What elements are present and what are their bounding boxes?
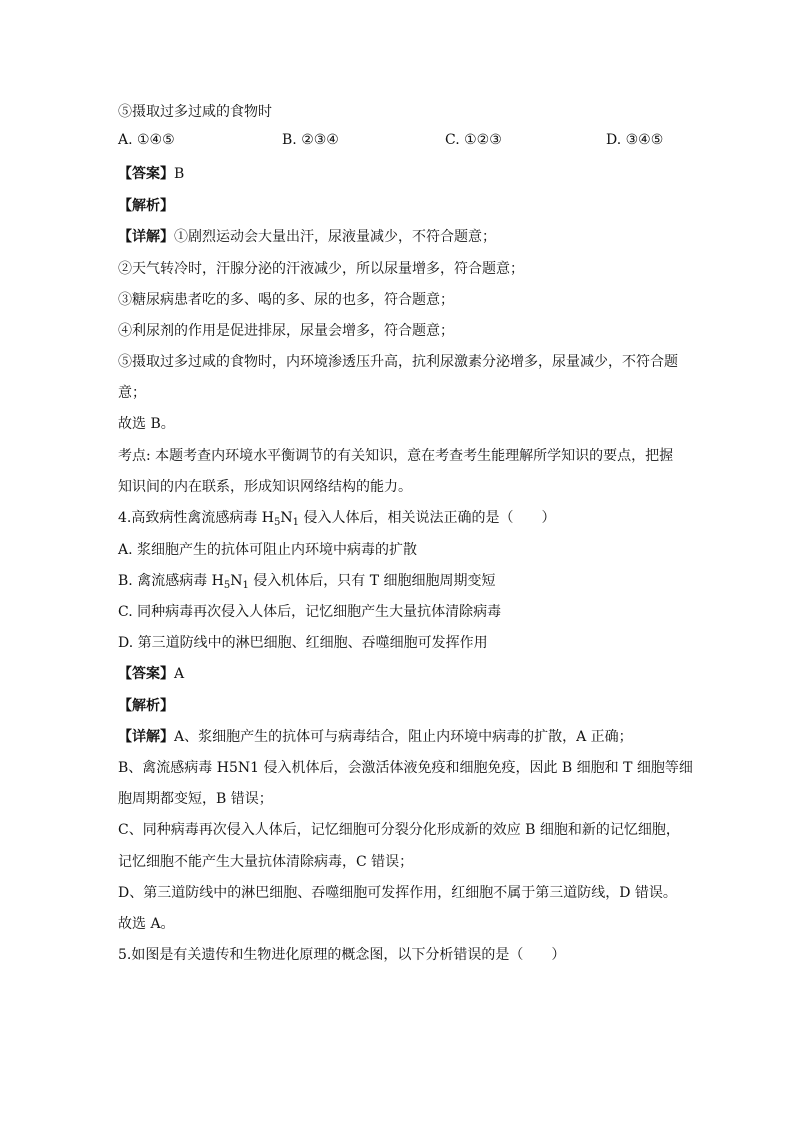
q3-analysis-line: ②天气转冷时，汗腺分泌的汗液减少，所以尿量增多，符合题意； <box>118 261 524 277</box>
detail-text: ①剧烈运动会大量出汗，尿液量减少，不符合题意； <box>174 229 496 245</box>
answer-value: A <box>174 666 185 682</box>
q4-option-b-text: N <box>230 573 243 589</box>
q3-kaodian: 知识间的内在联系，形成知识网络结构的能力。 <box>118 479 412 495</box>
q4-analysis-line: C、同种病毒再次侵入人体后，记忆细胞可分裂分化形成新的效应 B 细胞和新的记忆细胞， <box>118 822 680 838</box>
q4-analysis-line: D、第三道防线中的淋巴细胞、吞噬细胞可发挥作用，红细胞不属于第三道防线，D 错误。 <box>118 885 677 901</box>
q3-option-a: A. ①④⑤ <box>118 132 175 148</box>
q4-analysis-line: 记忆细胞不能产生大量抗体清除病毒，C 错误； <box>118 854 414 870</box>
q4-option-a: A. 浆细胞产生的抗体可阻止内环境中病毒的扩散 <box>118 542 418 558</box>
q3-option-c: C. ①②③ <box>445 132 502 148</box>
q4-option-d: D. 第三道防线中的淋巴细胞、红细胞、吞噬细胞可发挥作用 <box>118 635 488 651</box>
q3-conclusion: 故选 B。 <box>118 416 175 432</box>
q4-answer <box>118 664 678 684</box>
answer-label: 【答案】 <box>118 666 174 682</box>
q4-stem-text: 4.高致病性禽流感病毒 H <box>118 510 275 526</box>
q4-option-c: C. 同种病毒再次侵入人体后，记忆细胞产生大量抗体清除病毒 <box>118 604 502 620</box>
q4-detail <box>118 727 678 747</box>
q4-conclusion: 故选 A。 <box>118 916 175 932</box>
q3-analysis-line: ⑤摄取过多过咸的食物时，内环境渗透压升高，抗利尿激素分泌增多，尿量减少，不符合题 <box>118 354 678 370</box>
detail-label: 【详解】 <box>118 229 174 245</box>
q4-option-b <box>118 571 678 591</box>
q3-option-d: D. ③④⑤ <box>606 132 664 148</box>
q3-detail <box>118 227 678 247</box>
q3-answer <box>118 164 678 184</box>
detail-text: A、浆细胞产生的抗体可与病毒结合，阻止内环境中病毒的扩散，A 正确； <box>174 729 633 745</box>
q4-option-b-text: B. 禽流感病毒 H <box>118 573 224 589</box>
subscript: 5 <box>274 517 281 528</box>
q4-analysis-line: 胞周期都变短，B 错误； <box>118 791 273 807</box>
q3-analysis-line: ④利尿剂的作用是促进排尿，尿量会增多，符合题意； <box>118 323 454 339</box>
q4-option-b-text: 侵入机体后，只有 T 细胞细胞周期变短 <box>248 573 496 589</box>
q3-item-5: ⑤摄取过多过咸的食物时 <box>118 104 272 120</box>
q4-analysis-line: B、禽流感病毒 H5N1 侵入机体后，会激活体液免疫和细胞免疫，因此 B 细胞和 T 细胞等细 <box>118 760 693 776</box>
answer-value: B <box>174 166 185 182</box>
subscript: 1 <box>292 517 300 528</box>
q4-analysis-label: 【解析】 <box>118 698 174 714</box>
q5-stem: 5.如图是有关遗传和生物进化原理的概念图，以下分析错误的是（ ） <box>118 947 566 963</box>
subscript: 1 <box>242 580 249 591</box>
subscript: 5 <box>223 580 231 591</box>
answer-label: 【答案】 <box>118 166 174 182</box>
q3-analysis-label: 【解析】 <box>118 198 174 214</box>
q3-analysis-line: 意； <box>118 385 146 401</box>
q3-options <box>118 132 678 152</box>
q4-stem-text: 侵入人体后，相关说法正确的是（ ） <box>299 510 556 526</box>
q3-kaodian: 考点: 本题考查内环境水平衡调节的有关知识，意在考查考生能理解所学知识的要点，把握 <box>118 448 674 464</box>
q3-option-b: B. ②③④ <box>282 132 339 148</box>
detail-label: 【详解】 <box>118 729 174 745</box>
q3-analysis-line: ③糖尿病患者吃的多、喝的多、尿的也多，符合题意； <box>118 292 454 308</box>
q4-stem-text: N <box>280 510 293 526</box>
q4-stem <box>118 508 678 528</box>
